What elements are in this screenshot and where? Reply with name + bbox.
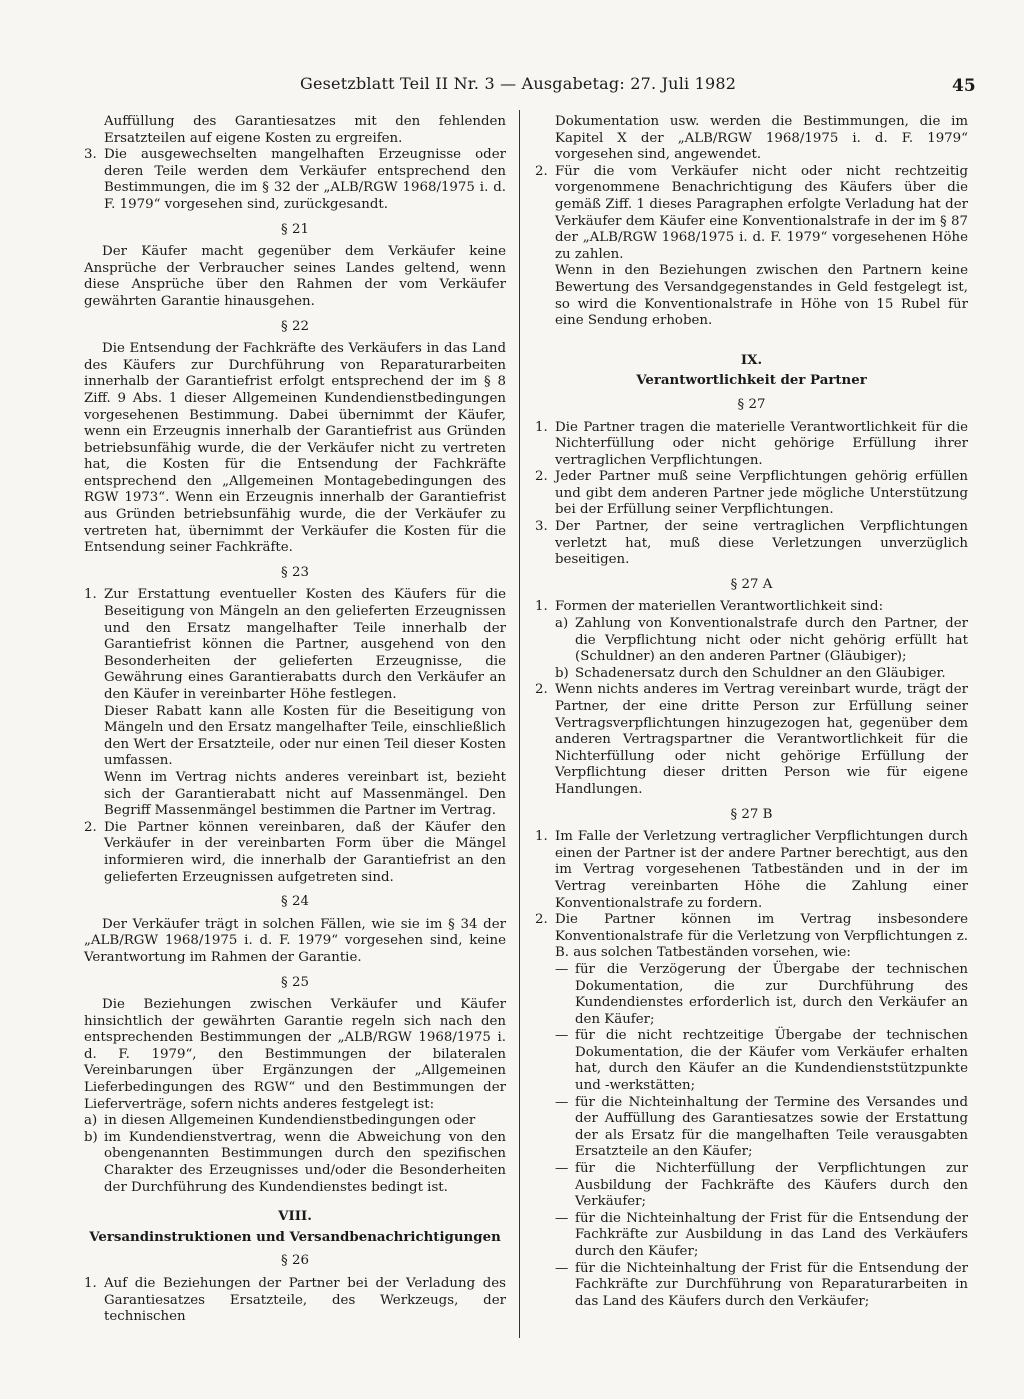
- section-heading: § 27 B: [730, 806, 773, 822]
- item-letter: b): [84, 1129, 98, 1145]
- dash-item: [535, 1261, 968, 1311]
- paragraph: Wenn im Vertrag nichts anderes vereinbart ist, bezieht sich der Garantierabatt nicht auf Massenmängel. Den Begriff Massenmängel bestimmen die Partner im Vertrag.: [104, 769, 506, 819]
- list-item: [84, 1113, 506, 1130]
- list-item: [535, 469, 968, 519]
- page-header: [0, 74, 1024, 100]
- item-text: Wenn nichts anderes im Vertrag vereinbart wurde, trägt der Partner, der eine dritte Person zur Erfüllung seiner Vertragsverpflichtungen hinzugezogen hat, gegenüber dem anderen Vertragspartner die Verantwortlichkeit für die Nichterfüllung oder nicht gehörige Erfüllung der Verpflichtung dieser dritten Person wie für eigene Handlungen.: [555, 682, 968, 797]
- item-text: für die Nichteinhaltung der Frist für die Entsendung der Fachkräfte zur Ausbildung in das Land des Verkäufers durch den Käufer;: [575, 1210, 968, 1259]
- item-text: für die Nichteinhaltung der Frist für die Entsendung der Fachkräfte zur Durchführung von Reparaturarbeiten in das Land des Käufers durch den Verkäufer;: [575, 1260, 968, 1309]
- item-text: Schadenersatz durch den Schuldner an den Gläubiger.: [575, 665, 946, 681]
- chapter-number: IX.: [740, 351, 763, 368]
- section-heading: § 21: [281, 221, 309, 237]
- dash-marker: —: [555, 961, 569, 977]
- item-text: für die nicht rechtzeitige Übergabe der technischen Dokumentation, die der Käufer vom Verkäufer erhalten hat, durch den Käufer an die Kundendienststützpunkte und -werkstätten;: [575, 1028, 968, 1094]
- paragraph: Dokumentation usw. werden die Bestimmungen, die im Kapitel X der „ALB/RGW 1968/1975 i. d. F. 1979“ vorgesehen sind, angewendet.: [555, 114, 968, 163]
- dash-item: [535, 1028, 968, 1094]
- item-number: 2.: [535, 912, 548, 928]
- item-text: Zahlung von Konventionalstrafe durch den Partner, der die Verpflichtung nicht oder nicht gehörig erfüllt hat (Schuldner) an den anderen Partner (Gläubiger);: [575, 616, 968, 665]
- item-number: 3.: [84, 147, 97, 163]
- item-text: Für die vom Verkäufer nicht oder nicht rechtzeitig vorgenommene Benachrichtigung des Käufers über die gemäß Ziff. 1 dieses Paragraphen erfolgte Verladung hat der Verkäufer dem Käufer eine Konventionalstrafe in der im § 87 der „ALB/RGW 1968/1975 i. d. F. 1979“ vorgesehenen Höhe zu zahlen.: [555, 163, 968, 262]
- item-text: Zur Erstattung eventueller Kosten des Käufers für die Beseitigung von Mängeln an den gelieferten Erzeugnissen und den Ersatz mangelhafter Teile innerhalb der Garantiefrist können die Partner, ausgehend von den Besonderheiten der gelieferten Erzeugnisse, die Gewährung eines Garantierabatts durch den Verkäufer an den Käufer in vereinbarter Höhe festlegen.: [104, 587, 506, 702]
- item-text: Die Partner können im Vertrag insbesondere Konventionalstrafe für die Verletzung von Verpflichtungen z. B. aus solchen Tatbeständen vorsehen, wie:: [555, 912, 968, 961]
- dash-marker: —: [555, 1028, 569, 1044]
- chapter-title: Versandinstruktionen und Versandbenachrichtigungen: [89, 1228, 501, 1245]
- sub-item: [535, 616, 968, 666]
- item-number: 2.: [535, 163, 548, 179]
- dash-marker: —: [555, 1260, 569, 1276]
- list-item: [84, 1130, 506, 1196]
- list-item: [535, 829, 968, 912]
- item-number: 1.: [84, 587, 97, 603]
- item-text: Formen der materiellen Verantwortlichkeit sind:: [555, 599, 884, 615]
- column-divider: [519, 110, 520, 1338]
- item-text: für die Verzögerung der Übergabe der technischen Dokumentation, die zur Durchführung des Kundendienstes erforderlich ist, durch den Verkäufer an den Käufer;: [575, 961, 968, 1027]
- dash-marker: —: [555, 1210, 569, 1226]
- item-number: 2.: [535, 682, 548, 698]
- section-heading: § 26: [281, 1253, 309, 1269]
- list-item: [84, 820, 506, 886]
- item-text: Auf die Beziehungen der Partner bei der Verladung des Garantiesatzes Ersatzteile, des Werkzeugs, der technischen: [104, 1276, 506, 1325]
- chapter-title: Verantwortlichkeit der Partner: [636, 372, 867, 389]
- item-text: Die ausgewechselten mangelhaften Erzeugnisse oder deren Teile werden dem Verkäufer entsprechend den Bestimmungen, die im § 32 der „ALB/RGW 1968/1975 i. d. F. 1979“ vorgesehen sind, zurückgesandt.: [104, 147, 506, 212]
- list-item: [535, 164, 968, 264]
- chapter-number: VIII.: [278, 1208, 312, 1225]
- section-heading: § 24: [281, 894, 309, 910]
- paragraph: Wenn in den Beziehungen zwischen den Partnern keine Bewertung des Versandgegenstandes in Geld festgelegt ist, so wird die Konventionalstrafe in Höhe von 15 Rubel für eine Sendung erhoben.: [555, 263, 968, 329]
- item-number: 1.: [535, 599, 548, 615]
- item-number: 1.: [535, 829, 548, 845]
- list-item: [84, 147, 506, 213]
- list-item: [84, 1276, 506, 1326]
- item-letter: b): [555, 665, 569, 681]
- paragraph: Die Beziehungen zwischen Verkäufer und Käufer hinsichtlich der gewährten Garantie regeln sich nach den entsprechenden Bestimmungen der „ALB/RGW 1968/1975 i. d. F. 1979“, den Bestimmungen der bilateralen Vereinbarungen über Ergänzungen der „Allgemeinen Lieferbedingungen des RGW“ und den Bestimmungen der Lieferverträge, sofern nichts anderes festgelegt ist:: [84, 997, 506, 1112]
- paragraph: Auffüllung des Garantiesatzes mit den fehlenden Ersatzteilen auf eigene Kosten zu ergreifen.: [104, 114, 506, 146]
- section-heading: § 27: [737, 396, 766, 412]
- item-text: Der Partner, der seine vertraglichen Verpflichtungen verletzt hat, muß diese Verletzungen unverzüglich beseitigen.: [555, 519, 968, 568]
- header-title: Gesetzblatt Teil II Nr. 3 — Ausgabetag: 27. Juli 1982: [300, 74, 737, 93]
- section-heading: § 22: [281, 318, 309, 334]
- item-number: 2.: [84, 819, 97, 835]
- list-item: [535, 420, 968, 470]
- item-text: in diesen Allgemeinen Kundendienstbedingungen oder: [104, 1113, 476, 1129]
- list-item: [535, 682, 968, 798]
- dash-item: [535, 1161, 968, 1211]
- left-column: [84, 114, 506, 1326]
- item-number: 1.: [84, 1276, 97, 1291]
- paragraph: Der Verkäufer trägt in solchen Fällen, wie sie im § 34 der „ALB/RGW 1968/1975 i. d. F. 1979“ vorgesehen sind, keine Verantwortung im Rahmen der Garantie.: [84, 916, 506, 965]
- item-text: Im Falle der Verletzung vertraglicher Verpflichtungen durch einen der Partner ist der andere Partner berechtigt, aus den im Vertrag vorgesehenen Tatbeständen und in der im Vertrag vereinbarten Höhe die Zahlung einer Konventionalstrafe zu fordern.: [555, 829, 968, 911]
- list-item: [535, 519, 968, 569]
- dash-marker: —: [555, 1094, 569, 1110]
- item-letter: a): [555, 616, 569, 632]
- dash-item: [535, 1211, 968, 1261]
- list-item: [535, 912, 968, 962]
- item-text: Jeder Partner muß seine Verpflichtungen gehörig erfüllen und gibt dem anderen Partner jede mögliche Unterstützung bei der Erfüllung seiner Verpflichtungen.: [555, 469, 968, 518]
- list-item: [535, 599, 968, 616]
- section-heading: § 25: [281, 974, 309, 990]
- paragraph: Die Entsendung der Fachkräfte des Verkäufers in das Land des Käufers zur Durchführung von Reparaturarbeiten innerhalb der Garantiefrist erfolgt entsprechend der im § 8 Ziff. 9 Abs. 1 dieser Allgemeinen Kundendienstbedingungen vorgesehenen Bestimmung. Dabei übernimmt der Käufer, wenn ein Erzeugnis innerhalb der Garantiefrist aus Gründen betriebsunfähig wurde, die der Verkäufer nicht zu vertreten hat, die Kosten für die Entsendung der Fachkräfte entsprechend den „Allgemeinen Montagebedingungen des RGW 1973“. Wenn ein Erzeugnis innerhalb der Garantiefrist aus Gründen betriebsunfähig wurde, die der Verkäufer zu vertreten hat, übernimmt der Verkäufer die Kosten für die Entsendung seiner Fachkräfte.: [84, 341, 506, 556]
- section-heading: § 23: [281, 564, 309, 580]
- paragraph: Dieser Rabatt kann alle Kosten für die Beseitigung von Mängeln und den Ersatz mangelhafter Teile, einschließlich den Wert der Ersatzteile, oder nur einen Teil dieser Kosten umfassen.: [104, 703, 506, 769]
- sub-item: [535, 666, 968, 683]
- right-column: [535, 114, 968, 1310]
- item-text: Die Partner tragen die materielle Verantwortlichkeit für die Nichterfüllung oder nicht gehörige Erfüllung ihrer vertraglichen Verpflichtungen.: [555, 419, 968, 468]
- dash-marker: —: [555, 1161, 569, 1177]
- list-item: [84, 587, 506, 703]
- item-text: Die Partner können vereinbaren, daß der Käufer den Verkäufer in der vereinbarten Form über die Mängel informieren wird, die innerhalb der Garantiefrist an den gelieferten Erzeugnissen aufgetreten sind.: [104, 819, 506, 885]
- item-letter: a): [84, 1113, 98, 1129]
- item-number: 2.: [535, 469, 548, 485]
- item-text: für die Nichteinhaltung der Termine des Versandes und der Auffüllung des Garantiesatzes sowie der Erstattung der als Ersatz für die mangelhaften Teile verausgabten Ersatzteile an den Käufer;: [575, 1094, 968, 1160]
- item-number: 3.: [535, 519, 548, 535]
- paragraph: Der Käufer macht gegenüber dem Verkäufer keine Ansprüche der Verbraucher seines Landes geltend, wenn diese Ansprüche über den Rahmen der vom Verkäufer gewährten Garantie hinausgehen.: [84, 244, 506, 309]
- dash-item: [535, 962, 968, 1028]
- item-text: für die Nichterfüllung der Verpflichtungen zur Ausbildung der Fachkräfte des Käufers durch den Verkäufer;: [575, 1161, 968, 1210]
- item-number: 1.: [535, 419, 548, 435]
- section-heading: § 27 A: [730, 576, 773, 592]
- page-number: 45: [952, 76, 976, 96]
- item-text: im Kundendienstvertrag, wenn die Abweichung von den obengenannten Bestimmungen durch den spezifischen Charakter des Erzeugnisses und/oder die Besonderheiten der Durchführung des Kundendienstes bedingt ist.: [104, 1129, 506, 1195]
- dash-item: [535, 1095, 968, 1161]
